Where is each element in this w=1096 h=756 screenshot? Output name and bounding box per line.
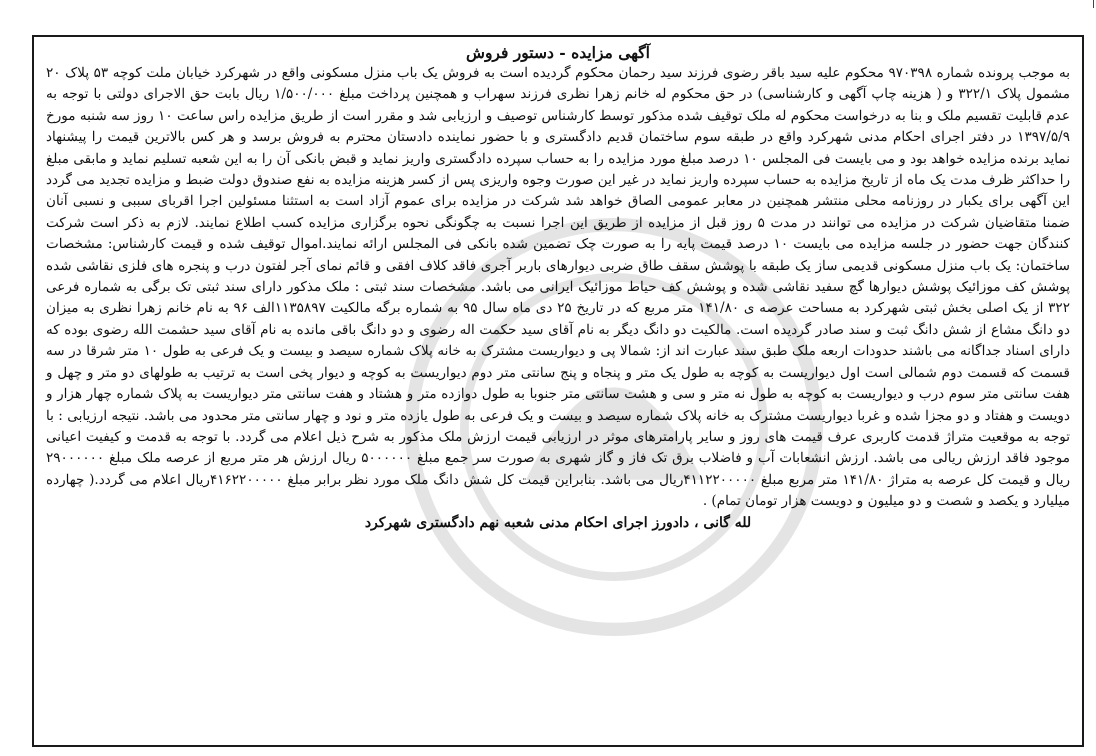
notice-signature: لله گانی ، دادورز اجرای احکام مدنی شعبه نهم دادگستری شهرکرد (364, 514, 752, 531)
page-edge-mark (1093, 0, 1094, 8)
auction-notice (32, 35, 1084, 747)
notice-body: به موجب پرونده شماره ۹۷۰۳۹۸ محکوم علیه سید باقر رضوی فرزند سید رحمان محکوم گردیده است به فروش یک باب منزل مسکونی واقع در شهرکرد خیابان ملت کوچه ۵۳ پلاک ۲۰ مشمول پلاک ۳۲۲/۱ و ( هزینه چاپ آگهی و کارشناسی) در حق محکوم له خانم زهرا نظری فرزند سهراب و همچنین پرداخت مبلغ ۱/۵۰۰/۰۰۰ ریال بابت حق الاجرای دولتی با توجه به عدم قابلیت تقسیم ملک و بنا به درخواست محکوم له ملک توقیف شده مذکور توسط کارشناس توصیف و ارزیابی شد و مقرر است از طریق مزایده راس ساعت ۱۰ روز سه شنبه مورخ ۱۳۹۷/۵/۹ در دفتر اجرای احکام مدنی شهرکرد واقع در طبقه سوم ساختمان قدیم دادگستری و با حضور نماینده دادستان محترم به فروش برسد و هر کس بالاترین قیمت را پیشنهاد نماید برنده مزایده خواهد بود و می بایست فی المجلس ۱۰ درصد مبلغ مورد مزایده را به حساب سپرده دادگستری واریز نماید و قبض بانکی آن را به این شعبه تسلیم نماید و مابقی مبلغ را حداکثر ظرف مدت یک ماه از تاریخ مزایده به حساب سپرده واریز نماید در غیر این صورت وجوه واریزی پس از کسر هزینه مزایده به نفع صندوق دولت ضبط و مزایده تجدید می گردد این آگهی برای یکبار در روزنامه محلی منتشر همچنین در معابر عمومی الصاق خواهد شد شرکت در مزایده برای عموم آزاد است به استثنا مسئولین اجرا اقربای سببی و نسبی آنان ضمنا متقاضیان شرکت در مزایده می توانند در مدت ۵ روز قبل از مزایده از طریق این اجرا نسبت به چگونگی نحوه برگزاری مزایده کسب اطلاع نمایند. لازم به ذکر است شرکت کنندگان جهت حضور در جلسه مزایده می بایست ۱۰ درصد قیمت پایه را به صورت چک تضمین شده بانکی فی المجلس ارائه نمایند.اموال توقیف شده و قیمت کارشناس: مشخصات ساختمان: یک باب منزل مسکونی قدیمی ساز یک طبقه با پوشش سقف طاق ضربی دیوارهای باربر آجری فاقد کلاف افقی و قائم نمای آجر لفتون درب و پنجره های فلزی نقاشی شده پوشش کف موزائیک پوشش دیوارها گچ سفید نقاشی شده و پوشش کف حیاط موزائیک ایرانی می باشد. مشخصات سند ثبتی : ملک مذکور دارای سند ثبتی تک برگی به شماره فرعی ۳۲۲ از یک اصلی بخش ثبتی شهرکرد به مساحت عرصه ی ۱۴۱/۸۰ متر مربع که در تاریخ ۲۵ دی ماه سال ۹۵ به شماره برگه مالکیت ۱۱۳۵۸۹۷الف ۹۶ به نام خانم زهرا نظری به میزان دو دانگ مشاع از شش دانگ ثبت و سند صادر گردیده است. مالکیت دو دانگ دیگر به نام آقای سید حکمت اله رضوی و دو دانگ باقی مانده به نام آقای سید حشمت الله رضوی بوده که دارای اسناد جداگانه می باشند حدودات اربعه ملک طبق سند عبارت اند از: شمالا پی و دیواریست مشترک به خانه پلاک شماره سیصد و بیست و یک فرعی به طول ۱۰ متر شرقا در سه قسمت که قسمت دوم شمالی است اول دیواریست به کوچه به طول یک متر و پنجاه و پنج سانتی متر دوم دیواریست به کوچه و دیوار پخی است به ترتیب به طولهای دو متر و چهل و هفت سانتی متر سوم درب و دیواریست به کوچه به طول نه متر و سی و هشت سانتی متر جنوبا به طول دوازده متر و هشتاد و هفت سانتی متر دیواریست به پلاک شماره چهار هزار و دویست و هفتاد و دو مجزا شده و غربا دیواریست مشترک به خانه پلاک شماره سیصد و بیست و یک فرعی به طول یازده متر و نود و چهار سانتی متر محدود می باشد. نتیجه ارزیابی : با توجه به موقعیت متراژ قدمت کاربری عرف قیمت های روز و سایر پارامترهای موثر در ارزیابی قیمت ارزش ملک مذکور به شرح ذیل اعلام می گردد. با توجه به قدمت و کیفیت اعیانی موجود فاقد ارزش ریالی می باشد. ارزش انشعابات آب و فاضلاب برق تک فاز و گاز شهری به صورت سر جمع مبلغ ۵۰۰۰۰۰۰ ریال ارزش هر متر مربع از عرصه ملک مبلغ ۲۹۰۰۰۰۰۰ ریال و قیمت کل عرصه به متراژ ۱۴۱/۸۰ متر مربع مبلغ ۴۱۱۲۲۰۰۰۰۰ریال می باشد. بنابراین قیمت کل شش دانگ ملک مورد نظر برابر مبلغ ۴۱۶۲۲۰۰۰۰۰ریال اعلام می گردد.( چهارده میلیارد و یکصد و شصت و دو میلیون و دویست هزار تومان تمام) . (46, 65, 1071, 510)
notice-title: آگهی مزایده - دستور فروش (466, 43, 650, 62)
